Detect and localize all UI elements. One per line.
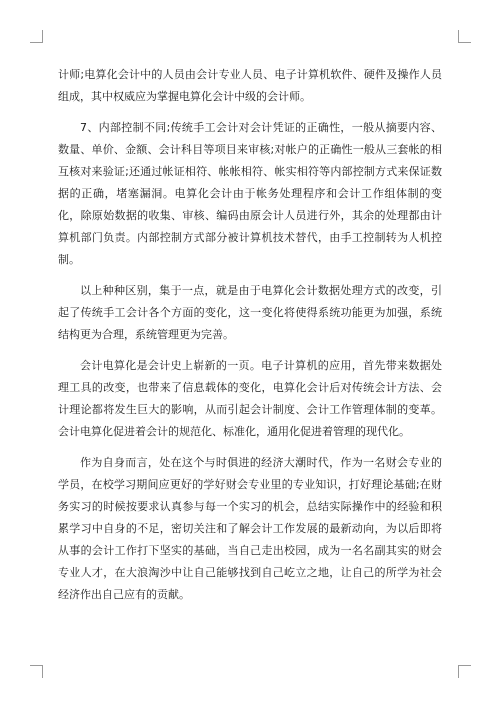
page-corner-mark-top-right <box>458 30 471 43</box>
page-corner-mark-bottom-left <box>30 665 43 678</box>
document-body <box>58 64 442 615</box>
paragraph-summary: 以上种种区别，集于一点，就是由于电算化会计数据处理方式的改变，引起了传统手工会计各个方面的变化，这一变化将使得系统功能更为加强，系统结构更为合理，系统管理更为完善。 <box>58 284 442 341</box>
paragraph-personal-reflection: 作为自身而言，处在这个与时俱进的经济大潮时代，作为一名财会专业的学员，在校学习期间应更好的学好财会专业里的专业知识，打好理论基础;在财务实习的时候按要求认真参与每一个实习的机会，总结实际操作中的经验和积累学习中自身的不足，密切关注和了解会计工作发展的最新动向，为以后即将从事的会计工作打下坚实的基础，当自己走出校园，成为一名名副其实的财会专业人才，在大浪淘沙中让自己能够找到自己屹立之地，让自己的所学为社会经济作出自己应有的贡献。 <box>58 456 442 601</box>
page-corner-mark-top-left <box>30 30 43 43</box>
paragraph-internal-control: 7、内部控制不同;传统手工会计对会计凭证的正确性，一般从摘要内容、数量、单价、金额、会计科目等项目来审核;对帐户的正确性一般从三套帐的相互核对来验证;还通过帐证相符、帐帐相符、帐实相符等内部控制方式来保证数据的正确，堵塞漏洞。电算化会计由于帐务处理程序和会计工作组体制的变化，除原始数据的收集、审核、编码由原会计人员进行外，其余的处理都由计算机部门负责。内部控制方式部分被计算机技术替代，由手工控制转为人机控制。 <box>58 121 442 266</box>
paragraph-computerization: 会计电算化是会计史上崭新的一页。电子计算机的应用，首先带来数据处理工具的改变，也带来了信息载体的变化，电算化会计后对传统会计方法、会计理论都将发生巨大的影响，从而引起会计制度、会计工作管理体制的变革。会计电算化促进着会计的规范化、标准化，通用化促进着管理的现代化。 <box>58 359 442 438</box>
paragraph-continuation: 计师;电算化会计中的人员由会计专业人员、电子计算机软件、硬件及操作人员组成，其中权威应为掌握电算化会计中级的会计师。 <box>58 68 442 103</box>
page-corner-mark-bottom-right <box>458 665 471 678</box>
